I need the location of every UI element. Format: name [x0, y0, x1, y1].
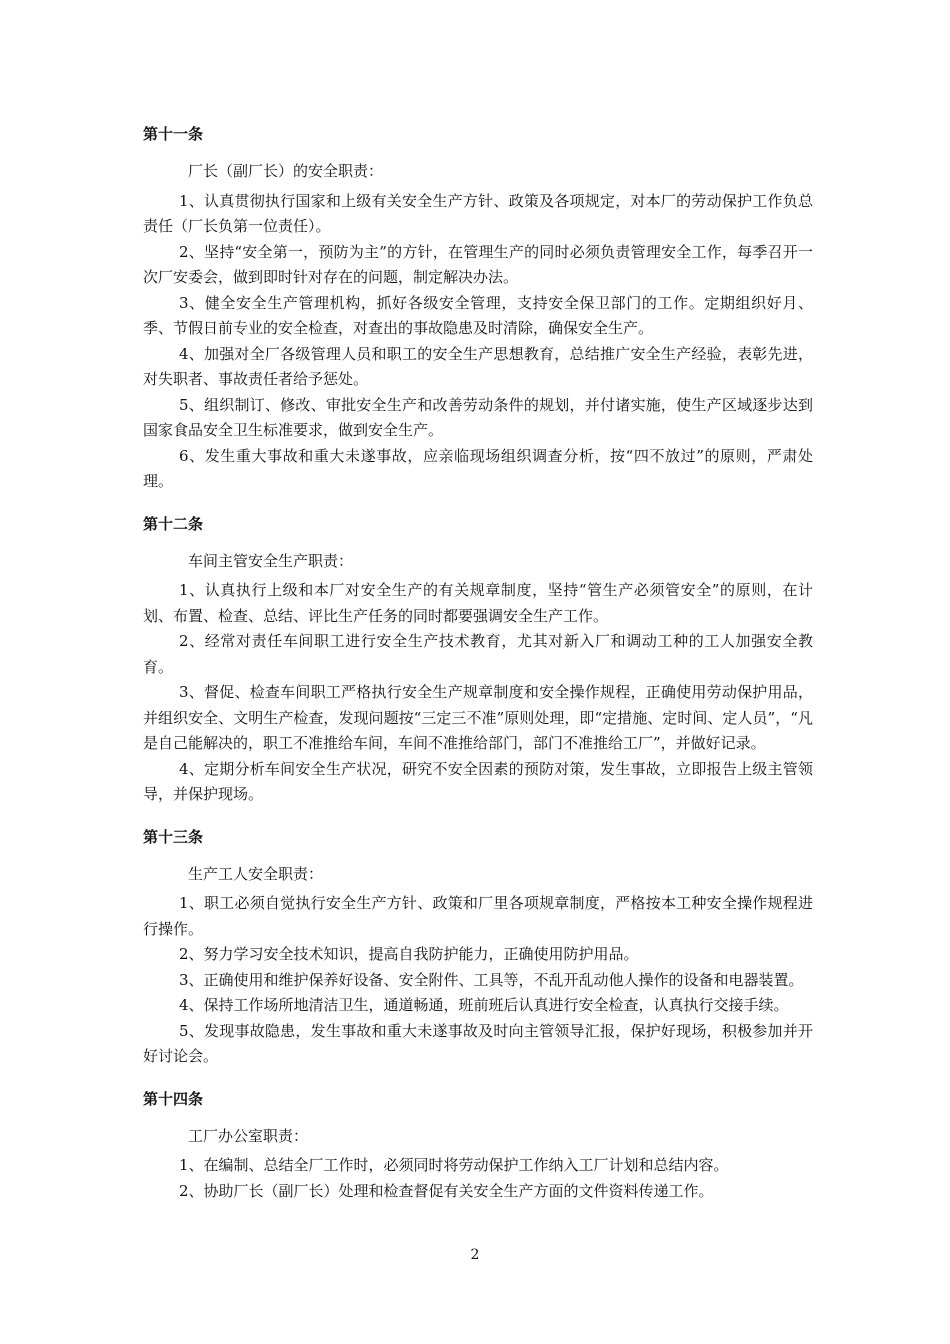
article-intro: 生产工人安全职责：: [188, 864, 324, 883]
article-heading: 第十二条: [143, 514, 204, 533]
document-body: [143, 123, 813, 1222]
list-item: 6、发生重大事故和重大未遂事故，应亲临现场组织调查分析，按“四不放过”的原则，严肃处理。: [143, 446, 813, 490]
list-item: 5、组织制订、修改、审批安全生产和改善劳动条件的规划，并付诸实施，使生产区域逐步达到国家食品安全卫生标准要求，做到安全生产。: [143, 395, 813, 439]
article-12: [143, 513, 813, 808]
list-item: 1、认真执行上级和本厂对安全生产的有关规章制度，坚持“管生产必须管安全”的原则，在计划、布置、检查、总结、评比生产任务的同时都要强调安全生产工作。: [143, 581, 813, 625]
list-item: 3、正确使用和维护保养好设备、安全附件、工具等，不乱开乱动他人操作的设备和电器装置。: [179, 970, 804, 989]
list-item: 5、发现事故隐患，发生事故和重大未遂事故及时向主管领导汇报，保护好现场，积极参加并开好讨论会。: [143, 1021, 813, 1065]
article-13: [143, 826, 813, 1070]
list-item: 2、经常对责任车间职工进行安全生产技术教育，尤其对新入厂和调动工种的工人加强安全教育。: [143, 632, 813, 676]
article-14: [143, 1088, 813, 1205]
list-item: 1、在编制、总结全厂工作时，必须同时将劳动保护工作纳入工厂计划和总结内容。: [179, 1156, 729, 1174]
list-item: 2、努力学习安全技术知识，提高自我防护能力，正确使用防护用品。: [179, 945, 639, 963]
list-item: 4、加强对全厂各级管理人员和职工的安全生产思想教育，总结推广安全生产经验，表彰先进，对失职者、事故责任者给予惩处。: [143, 344, 813, 388]
list-item: 2、协助厂长（副厂长）处理和检查督促有关安全生产方面的文件资料传递工作。: [179, 1181, 714, 1200]
list-item: 1、职工必须自觉执行安全生产方针、政策和厂里各项规章制度，严格按本工种安全操作规程进行操作。: [143, 894, 813, 938]
article-intro: 厂长（副厂长）的安全职责：: [188, 162, 384, 180]
article-intro: 工厂办公室职责：: [188, 1126, 309, 1145]
list-item: 4、保持工作场所地清洁卫生，通道畅通，班前班后认真进行安全检查，认真执行交接手续。: [179, 996, 789, 1014]
article-intro: 车间主管安全生产职责：: [188, 551, 354, 570]
list-item: 3、健全安全生产管理机构，抓好各级安全管理，支持安全保卫部门的工作。定期组织好月、季、节假日前专业的安全检查，对查出的事故隐患及时清除，确保安全生产。: [143, 293, 813, 337]
page-number: 2: [470, 1247, 480, 1263]
article-heading: 第十三条: [143, 827, 204, 846]
list-item: 4、定期分析车间安全生产状况，研究不安全因素的预防对策，发生事故，立即报告上级主管领导，并保护现场。: [143, 759, 813, 803]
list-item: 2、坚持“安全第一，预防为主”的方针，在管理生产的同时必须负责管理安全工作，每季召开一次厂安委会，做到即时针对存在的问题，制定解决办法。: [143, 242, 813, 286]
list-item: 3、督促、检查车间职工严格执行安全生产规章制度和安全操作规程，正确使用劳动保护用品，并组织安全、文明生产检查，发现问题按“三定三不准”原则处理，即“定措施、定时间、定人员”，“凡是自己能解决的，职工不准推给车间，车间不准推给部门，部门不准推给工厂”，并做好记录。: [143, 683, 813, 752]
article-heading: 第十四条: [143, 1089, 204, 1108]
list-item: 1、认真贯彻执行国家和上级有关安全生产方针、政策及各项规定，对本厂的劳动保护工作负总责任（厂长负第一位责任）。: [143, 191, 813, 235]
article-heading: 第十一条: [143, 125, 204, 143]
article-11: [143, 123, 813, 495]
